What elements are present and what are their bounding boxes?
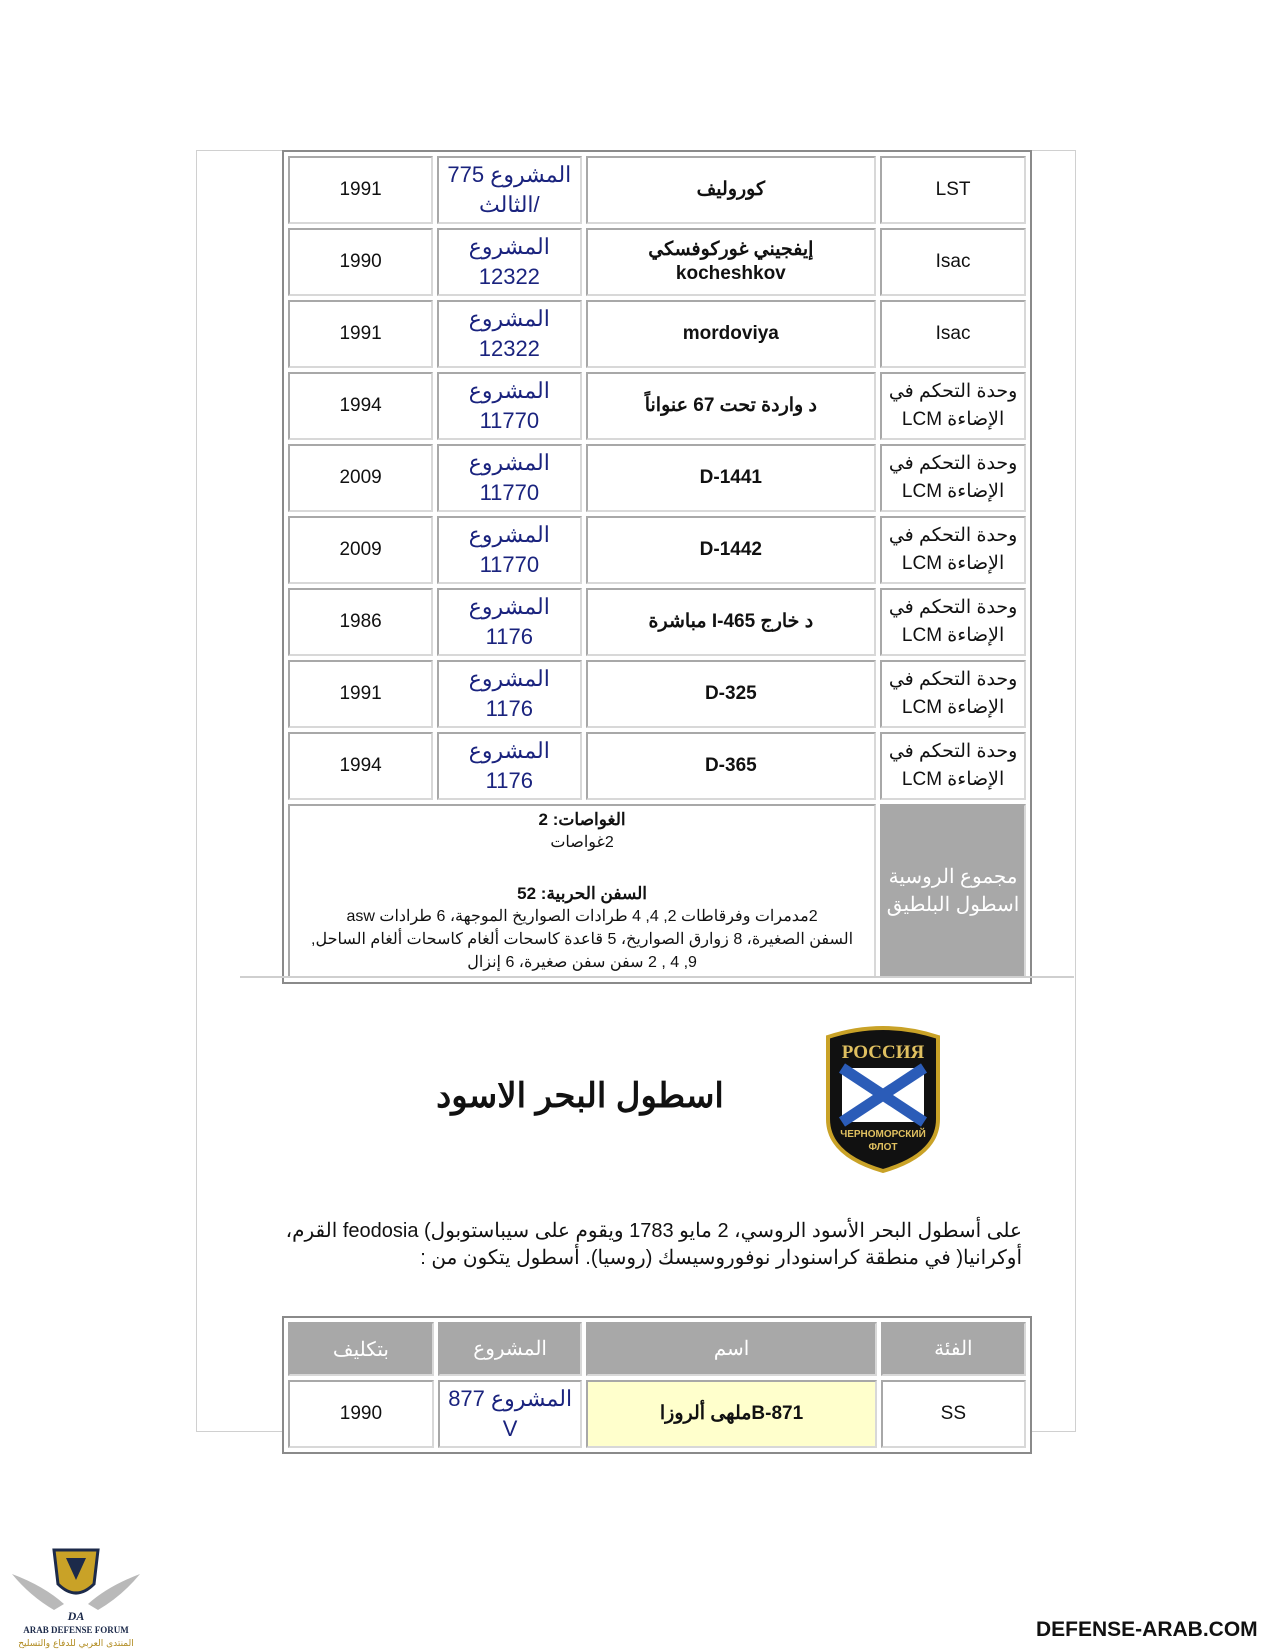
table-row <box>288 444 1026 512</box>
cell-year: 1994 <box>288 372 433 440</box>
cell-class: Isac <box>880 300 1026 368</box>
header-commission: بتكليف <box>288 1322 434 1376</box>
emblem-bottom-text-1: ЧЕРНОМОРСКИЙ <box>840 1129 926 1140</box>
cell-name: B-871ملهى ألروزا <box>586 1380 876 1448</box>
cell-project: المشروع 1176 <box>437 588 581 656</box>
cell-name: mordoviya <box>586 300 877 368</box>
site-url: DEFENSE-ARAB.COM <box>1036 1618 1258 1641</box>
warships-detail-2: السفن الصغيرة، 8 زوارق الصواريخ، 5 قاعدة كاسحات ألغام كاسحات ألغام الساحل, <box>311 931 854 948</box>
cell-name: د خارج I-465 مباشرة <box>586 588 877 656</box>
cell-year: 1990 <box>288 1380 434 1448</box>
intro-line-1: على أسطول البحر الأسود الروسي، 2 مايو 1783 ويقوم على سيباستوبول) feodosia القرم، <box>285 1220 1022 1242</box>
table-row <box>288 228 1026 296</box>
black-sea-intro <box>270 1218 1022 1272</box>
cell-name: D-365 <box>586 732 877 800</box>
cell-class: Isac <box>880 228 1026 296</box>
cell-class: وحدة التحكم في الإضاءة LCM <box>880 372 1026 440</box>
logo-arabic-text: المنتدى العربي للدفاع والتسليح <box>18 1639 134 1649</box>
summary-label: مجموع الروسية اسطول البلطيق <box>880 804 1026 978</box>
cell-class: LST <box>880 156 1026 224</box>
logo-monogram: DA <box>67 1609 85 1623</box>
cell-year: 1991 <box>288 660 433 728</box>
cell-name: د واردة تحت 67 عنواناً <box>586 372 877 440</box>
header-name: اسم <box>586 1322 876 1376</box>
cell-year: 1991 <box>288 156 433 224</box>
warships-detail-3: 9, 4 , 2 سفن سفن صغيرة، 6 إنزال <box>467 954 697 971</box>
cell-project: المشروع 11770 <box>437 444 581 512</box>
table-row <box>288 732 1026 800</box>
baltic-fleet-table <box>282 150 1032 984</box>
table-row <box>288 300 1026 368</box>
header-project: المشروع <box>438 1322 583 1376</box>
summary-body <box>288 804 876 978</box>
cell-class: SS <box>881 1380 1026 1448</box>
cell-name: D-1442 <box>586 516 877 584</box>
summary-row <box>288 804 1026 978</box>
cell-year: 2009 <box>288 444 433 512</box>
emblem-top-text: РОССИЯ <box>841 1042 925 1063</box>
cell-project: المشروع 11770 <box>437 372 581 440</box>
cell-class: وحدة التحكم في الإضاءة LCM <box>880 660 1026 728</box>
cell-class: وحدة التحكم في الإضاءة LCM <box>880 516 1026 584</box>
table-row <box>288 660 1026 728</box>
cell-project: المشروع 11770 <box>437 516 581 584</box>
cell-name: D-1441 <box>586 444 877 512</box>
summary-spacer <box>294 854 870 882</box>
warships-detail-1: 2مدمرات وفرقاطات 2, 4, 4 طرادات الصواريخ الموجهة، 6 طرادات asw <box>346 908 818 925</box>
cell-year: 1990 <box>288 228 433 296</box>
cell-project: المشروع 12322 <box>437 300 581 368</box>
cell-project: المشروع 1176 <box>437 732 581 800</box>
black-sea-fleet-table <box>282 1316 1032 1454</box>
cell-name: إيفجيني غوركوفسكي kocheshkov <box>586 228 877 296</box>
intro-line-2: أوكرانيا( في منطقة كراسنودار نوفوروسيسك (روسيا). أسطول يتكون من : <box>420 1247 1022 1269</box>
header-class: الفئة <box>881 1322 1026 1376</box>
logo-english-text: ARAB DEFENSE FORUM <box>23 1625 129 1635</box>
cell-class: وحدة التحكم في الإضاءة LCM <box>880 444 1026 512</box>
cell-class: وحدة التحكم في الإضاءة LCM <box>880 588 1026 656</box>
table-row <box>288 1380 1026 1448</box>
table-row <box>288 156 1026 224</box>
cell-project: المشروع 877 V <box>438 1380 583 1448</box>
cell-class: وحدة التحكم في الإضاءة LCM <box>880 732 1026 800</box>
black-sea-fleet-title: اسطول البحر الاسود <box>436 1077 724 1115</box>
baltic-fleet-table-body <box>288 156 1026 978</box>
submarines-heading: الغواصات: 2 <box>538 810 626 829</box>
cell-name: كوروليف <box>586 156 877 224</box>
cell-project: المشروع 12322 <box>437 228 581 296</box>
cell-year: 1991 <box>288 300 433 368</box>
emblem-bottom-text-2: ФЛОТ <box>868 1142 898 1153</box>
warships-heading: السفن الحربية: 52 <box>517 884 648 903</box>
section-separator <box>240 976 1074 978</box>
cell-year: 1986 <box>288 588 433 656</box>
table-row <box>288 588 1026 656</box>
table-row <box>288 372 1026 440</box>
arab-defense-forum-logo <box>8 1540 144 1650</box>
table-row <box>288 516 1026 584</box>
black-sea-fleet-emblem <box>820 1023 946 1173</box>
cell-name: D-325 <box>586 660 877 728</box>
cell-project: المشروع 775 /الثالث <box>437 156 581 224</box>
submarines-detail: 2غواصات <box>550 834 614 851</box>
cell-year: 2009 <box>288 516 433 584</box>
cell-year: 1994 <box>288 732 433 800</box>
table-header-row <box>288 1322 1026 1376</box>
cell-project: المشروع 1176 <box>437 660 581 728</box>
